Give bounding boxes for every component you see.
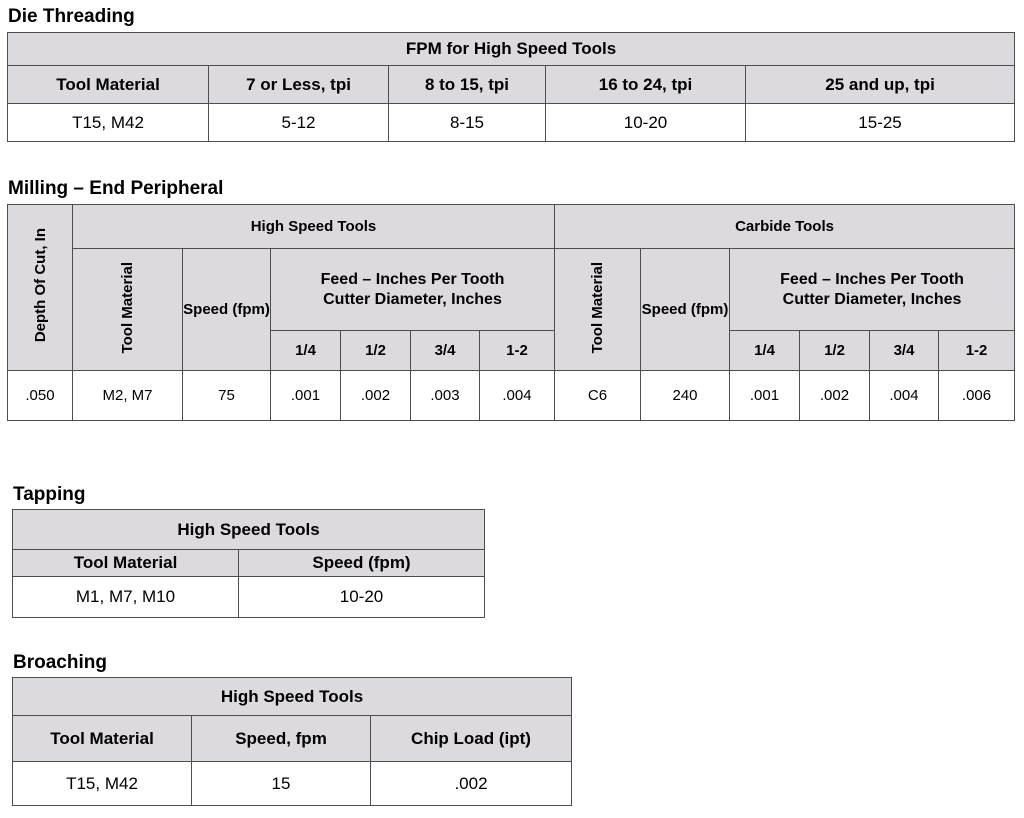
tool-material-header: Tool Material [73,249,183,371]
diameter-header: 1/2 [800,331,870,371]
diameter-header: 3/4 [411,331,480,371]
group-header: FPM for High Speed Tools [8,33,1015,66]
tool-material-header: Tool Material [555,249,641,371]
table-cell: .004 [870,371,939,421]
column-header: Tool Material [8,66,209,104]
table-cell: 240 [641,371,730,421]
table-cell: 15-25 [746,104,1015,142]
depth-of-cut-header: Depth Of Cut, In [8,205,73,371]
group-header: High Speed Tools [13,510,485,550]
table-cell: .004 [480,371,555,421]
table-cell: 10-20 [546,104,746,142]
broaching-title: Broaching [13,652,107,673]
table-cell: M1, M7, M10 [13,577,239,618]
column-header: 16 to 24, tpi [546,66,746,104]
milling-title: Milling – End Peripheral [8,178,224,199]
table-cell: T15, M42 [13,762,192,806]
table-cell: .002 [371,762,572,806]
diameter-header: 1/2 [341,331,411,371]
column-header: Chip Load (ipt) [371,716,572,762]
tapping-table [12,509,485,618]
feed-header [730,249,1015,331]
diameter-header: 1-2 [939,331,1015,371]
feed-header-line: Feed – Inches Per Tooth [780,270,964,288]
diameter-header: 3/4 [870,331,939,371]
table-header-row [8,205,1015,249]
diameter-header: 1/4 [271,331,341,371]
table-header-row [8,33,1015,66]
table-cell: 75 [183,371,271,421]
feed-header-line: Feed – Inches Per Tooth [320,270,505,288]
carbide-group-header: Carbide Tools [555,205,1015,249]
table-header-row [13,510,485,550]
table-cell: 10-20 [239,577,485,618]
table-header-row [13,678,572,716]
table-cell: M2, M7 [73,371,183,421]
table-header-row [13,716,572,762]
milling-table [7,204,1015,421]
column-header: Speed (fpm) [239,550,485,577]
feed-header-line: Cutter Diameter, Inches [323,290,502,308]
table-cell: .002 [800,371,870,421]
table-cell: 15 [192,762,371,806]
column-header: 8 to 15, tpi [389,66,546,104]
table-cell: C6 [555,371,641,421]
speed-header: Speed (fpm) [183,249,271,371]
die-threading-title: Die Threading [8,6,135,27]
table-cell: .006 [939,371,1015,421]
table-cell: .003 [411,371,480,421]
table-cell: 5-12 [209,104,389,142]
table-header-row [8,249,1015,331]
diameter-header: 1/4 [730,331,800,371]
tapping-title: Tapping [13,484,86,505]
column-header: 25 and up, tpi [746,66,1015,104]
table-header-row [8,66,1015,104]
table-cell: .050 [8,371,73,421]
table-row [8,371,1015,421]
table-row [8,104,1015,142]
table-row [13,762,572,806]
feed-header [271,249,555,331]
group-header: High Speed Tools [13,678,572,716]
broaching-table [12,677,572,806]
column-header: Tool Material [13,550,239,577]
column-header: 7 or Less, tpi [209,66,389,104]
feed-header-line: Cutter Diameter, Inches [782,290,962,308]
high-speed-group-header: High Speed Tools [73,205,555,249]
die-threading-table [7,32,1015,142]
diameter-header: 1-2 [480,331,555,371]
speed-header: Speed (fpm) [641,249,730,371]
table-cell: .001 [730,371,800,421]
column-header: Speed, fpm [192,716,371,762]
column-header: Tool Material [13,716,192,762]
table-cell: 8-15 [389,104,546,142]
table-cell: .002 [341,371,411,421]
table-cell: T15, M42 [8,104,209,142]
table-row [13,577,485,618]
table-header-row [13,550,485,577]
table-cell: .001 [271,371,341,421]
